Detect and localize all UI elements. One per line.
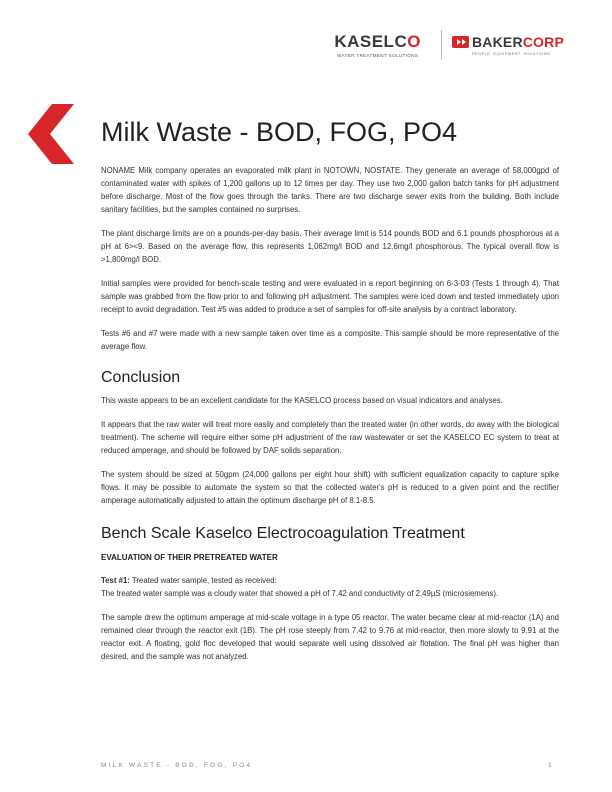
test-1-result: The treated water sample was a cloudy water that showed a pH of 7.42 and conductivity of 2,49µS (microsiemens). (101, 589, 499, 598)
logo-divider (441, 30, 442, 60)
bench-scale-heading: Bench Scale Kaselco Electrocoagulation Treatment (101, 525, 465, 542)
bakercorp-tagline: PEOPLE. EQUIPMENT. SOLUTIONS. (471, 50, 552, 56)
page-title: Milk Waste - BOD, FOG, PO4 (101, 117, 458, 147)
header-logos (334, 30, 564, 60)
test-1-description: Treated water sample, tested as received: (129, 576, 277, 585)
footer-title: MILK WASTE - BOD, FOG, PO4 (101, 762, 253, 769)
page-number: 1 (548, 762, 552, 769)
evaluation-subheading: EVALUATION OF THEIR PRETREATED WATER (101, 553, 278, 562)
bakercorp-logo (452, 35, 564, 56)
test-1-label: Test #1: (101, 576, 130, 585)
document-body (101, 164, 559, 674)
conclusion-paragraph-3: The system should be sized at 50gpm (24,000 gallons per eight hour shift) with sufficient equalization capacity to capture spike flows. It may be possible to automate the system so that the collected water's pH is reduced to a given point and the rectifier amperage automatically adjusted to attain the optimum discharge pH of 8.1-8.5. (101, 470, 559, 505)
kaselco-wordmark: KASELCO (334, 31, 421, 51)
initial-samples-paragraph: Initial samples were provided for bench-scale testing and were evaluated in a report beginning on 6-3-03 (Tests 1 through 4). That sample was grabbed from the flow prior to and following pH adjustment. The samples were iced down and tested immediately upon receipt to avoid degradation. Test #5 was added to produce a set of samples for off-site analysis by a contract laboratory. (101, 279, 559, 314)
tests-6-7-paragraph: Tests #6 and #7 were made with a new sample taken over time as a composite. This sample should be more representative of the average flow. (101, 329, 559, 351)
kaselco-tagline: WATER TREATMENT SOLUTIONS (337, 52, 419, 58)
bakercorp-mark-icon (452, 36, 469, 48)
red-chevron-icon (28, 104, 74, 164)
discharge-limits-paragraph: The plant discharge limits are on a pounds-per-day basis. Their average limit is 514 pounds BOD and 6.1 pounds phosphorous at a pH at 6><9. Based on the average flow, this represents 1,062mg/l BOD and 12.6mg/l phosphorous. The typical overall flow is >1,800mg/l BOD. (101, 229, 559, 264)
conclusion-paragraph-2: It appears that the raw water will treat more easily and completely than the treated water (in other words, do away with the biological treatment). The scheme will require either some pH adjustment of the raw wastewater or set the KASELCO EC system to treat at reduced amperage, and should be followed by DAF solids separation. (101, 420, 559, 455)
intro-paragraph: NONAME Milk company operates an evaporated milk plant in NOTOWN, NOSTATE. They generate an average of 58,000gpd of contaminated water with spikes of 1,200 gallons up to 12 times per day. They use two 2,000 gallon batch tanks for pH adjustment before discharge. Most of the flow goes through the tanks. There are two discharge sewer exits from the building. Both include sanitary facilities, but the samples contained no surprises. (101, 166, 559, 214)
kaselco-logo (334, 33, 421, 58)
bakercorp-wordmark: BAKERCORP (471, 33, 564, 50)
test-1-paragraph (101, 574, 559, 600)
reactor-results-paragraph: The sample drew the optimum amperage at mid-scale voltage in a type 05 reactor. The water became clear at mid-reactor (1A) and remained clear through the reactor exit (1B). The pH rose steeply from 7.42 to 9.76 at mid-reactor, then more slowly to 9.91 at the reactor exit. A floating, gold floc developed that would separate well using dissolved air flotation. The final pH was higher than desired, and the sample was not analyzed. (101, 613, 559, 661)
conclusion-heading: Conclusion (101, 369, 181, 386)
conclusion-paragraph-1: This waste appears to be an excellent candidate for the KASELCO process based on visual indicators and analyses. (101, 396, 503, 405)
